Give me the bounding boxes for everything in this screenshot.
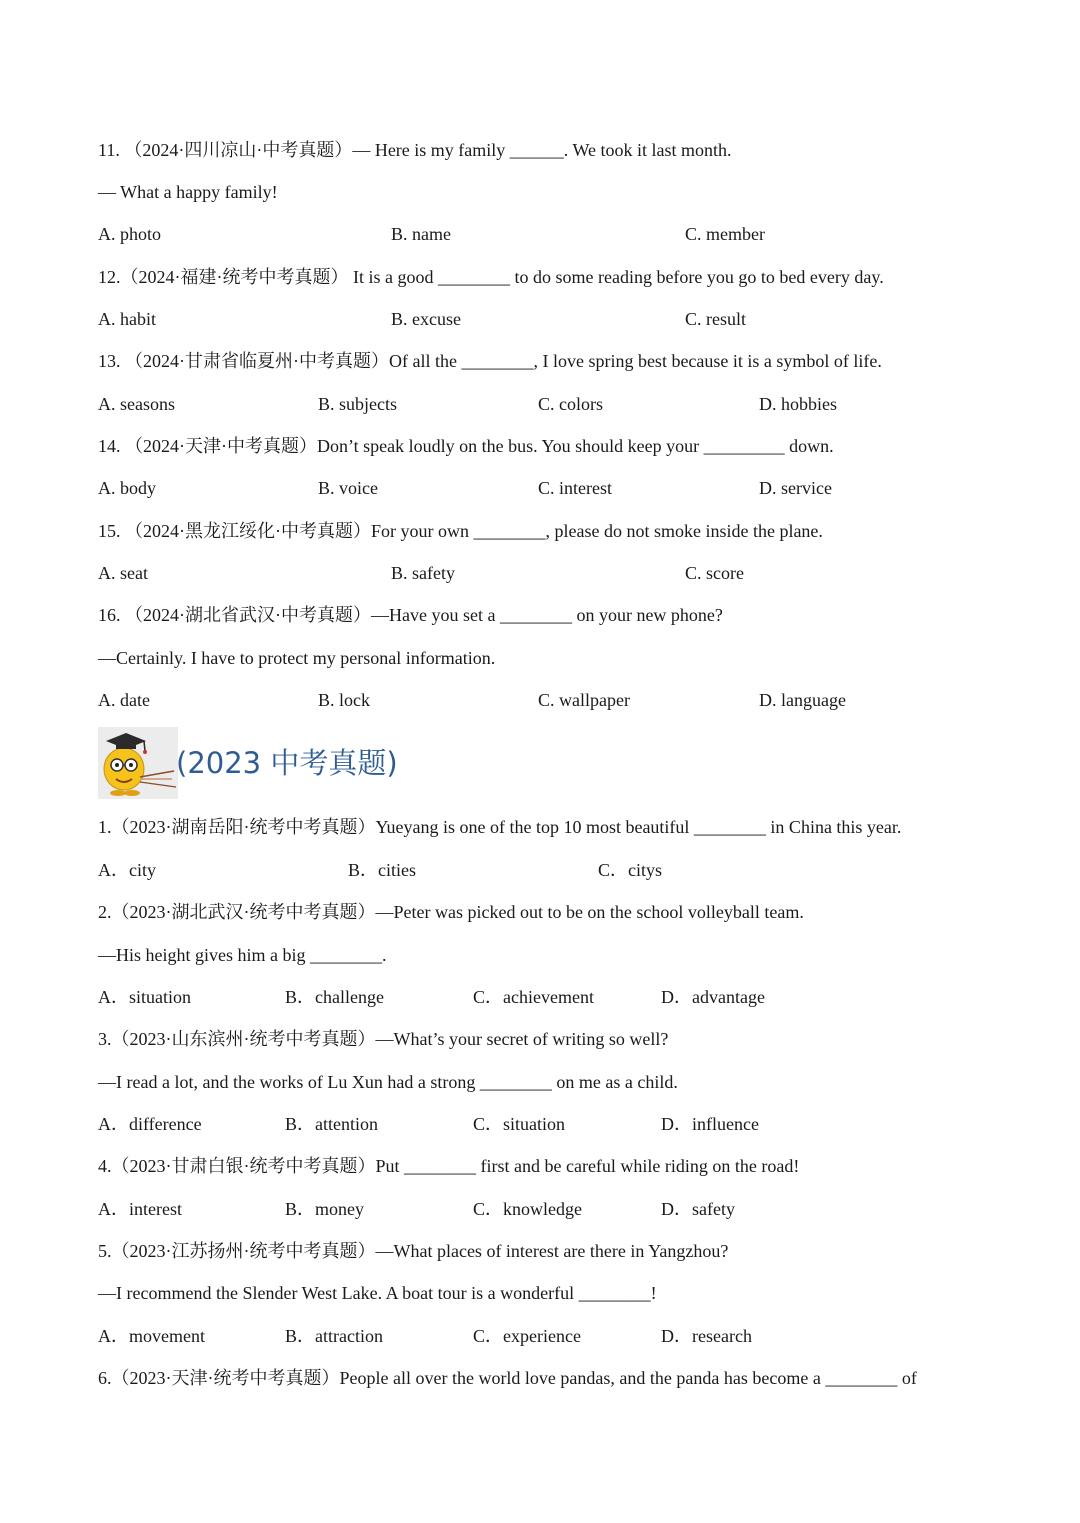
question-16-options [98, 688, 978, 712]
option-a: A. habit [98, 309, 156, 329]
question-5-reply: —I recommend the Slender West Lake. A boat tour is a wonderful ________! [98, 1283, 657, 1303]
option-c: C. colors [538, 394, 603, 414]
question-2-reply: —His height gives him a big ________. [98, 945, 387, 965]
question-12-stem: 12.（2024·福建·统考中考真题） It is a good ________ to do some reading before you go to bed every day. [98, 267, 884, 287]
option-c: C. result [685, 309, 746, 329]
option-b: B．cities [348, 860, 416, 880]
option-a: A. date [98, 690, 150, 710]
question-5-options [98, 1324, 978, 1348]
option-d: D. language [759, 690, 846, 710]
question-12-options [98, 307, 978, 331]
option-d: D. service [759, 478, 832, 498]
question-1-options [98, 858, 978, 882]
option-d: D. hobbies [759, 394, 837, 414]
option-a: A．city [98, 860, 156, 880]
option-c: C. score [685, 563, 744, 583]
section-heading-text: (2023 中考真题) [176, 746, 398, 780]
option-a: A. seasons [98, 394, 175, 414]
option-a: A. photo [98, 224, 161, 244]
option-b: B. lock [318, 690, 370, 710]
option-b: B．attention [285, 1114, 378, 1134]
question-11-reply: — What a happy family! [98, 182, 278, 202]
option-a: A. body [98, 478, 156, 498]
option-c: C．knowledge [473, 1199, 582, 1219]
option-c: C．situation [473, 1114, 566, 1134]
option-d: D．safety [661, 1199, 735, 1219]
option-b: B. subjects [318, 394, 397, 414]
option-c: C. wallpaper [538, 690, 630, 710]
option-c: C．citys [598, 860, 663, 880]
option-a: A．situation [98, 987, 191, 1007]
option-a: A．interest [98, 1199, 182, 1219]
question-3-reply: —I read a lot, and the works of Lu Xun had a strong ________ on me as a child. [98, 1072, 678, 1092]
option-b: B．money [285, 1199, 364, 1219]
option-a: A．difference [98, 1114, 202, 1134]
option-c: C．experience [473, 1326, 581, 1346]
question-15-stem: 15. （2024·黑龙江绥化·中考真题）For your own ________, please do not smoke inside the plane. [98, 521, 823, 541]
question-11-stem: 11. （2024·四川凉山·中考真题）— Here is my family ______. We took it last month. [98, 140, 732, 160]
option-c: C. member [685, 224, 765, 244]
option-c: C. interest [538, 478, 612, 498]
option-b: B. name [391, 224, 451, 244]
question-3-stem: 3.（2023·山东滨州·统考中考真题）—What’s your secret of writing so well? [98, 1029, 669, 1049]
question-16-reply: —Certainly. I have to protect my personal information. [98, 648, 496, 668]
section-heading-2023 [98, 727, 498, 799]
option-b: B．challenge [285, 987, 384, 1007]
option-b: B．attraction [285, 1326, 383, 1346]
scholar-mascot-icon [98, 727, 178, 799]
question-6-stem: 6.（2023·天津·统考中考真题）People all over the world love pandas, and the panda has become a ________ of [98, 1368, 917, 1388]
question-16-stem: 16. （2024·湖北省武汉·中考真题）—Have you set a ________ on your new phone? [98, 605, 723, 625]
option-b: B. safety [391, 563, 455, 583]
question-5-stem: 5.（2023·江苏扬州·统考中考真题）—What places of interest are there in Yangzhou? [98, 1241, 729, 1261]
question-4-stem: 4.（2023·甘肃白银·统考中考真题）Put ________ first and be careful while riding on the road! [98, 1156, 800, 1176]
question-13-options [98, 392, 978, 416]
option-a: A．movement [98, 1326, 205, 1346]
question-2-stem: 2.（2023·湖北武汉·统考中考真题）—Peter was picked out to be on the school volleyball team. [98, 902, 804, 922]
option-d: D．research [661, 1326, 752, 1346]
option-d: D．influence [661, 1114, 759, 1134]
question-3-options [98, 1112, 978, 1136]
option-d: D．advantage [661, 987, 765, 1007]
question-13-stem: 13. （2024·甘肃省临夏州·中考真题）Of all the ________, I love spring best because it is a symbol of life. [98, 351, 882, 371]
question-14-stem: 14. （2024·天津·中考真题）Don’t speak loudly on the bus. You should keep your _________ down. [98, 436, 834, 456]
option-b: B. excuse [391, 309, 461, 329]
question-2-options [98, 985, 978, 1009]
question-15-options [98, 561, 978, 585]
option-a: A. seat [98, 563, 148, 583]
question-14-options [98, 476, 978, 500]
question-1-stem: 1.（2023·湖南岳阳·统考中考真题）Yueyang is one of the top 10 most beautiful ________ in China this year. [98, 817, 902, 837]
question-11-options [98, 222, 978, 246]
question-4-options [98, 1197, 978, 1221]
option-c: C．achievement [473, 987, 594, 1007]
option-b: B. voice [318, 478, 378, 498]
